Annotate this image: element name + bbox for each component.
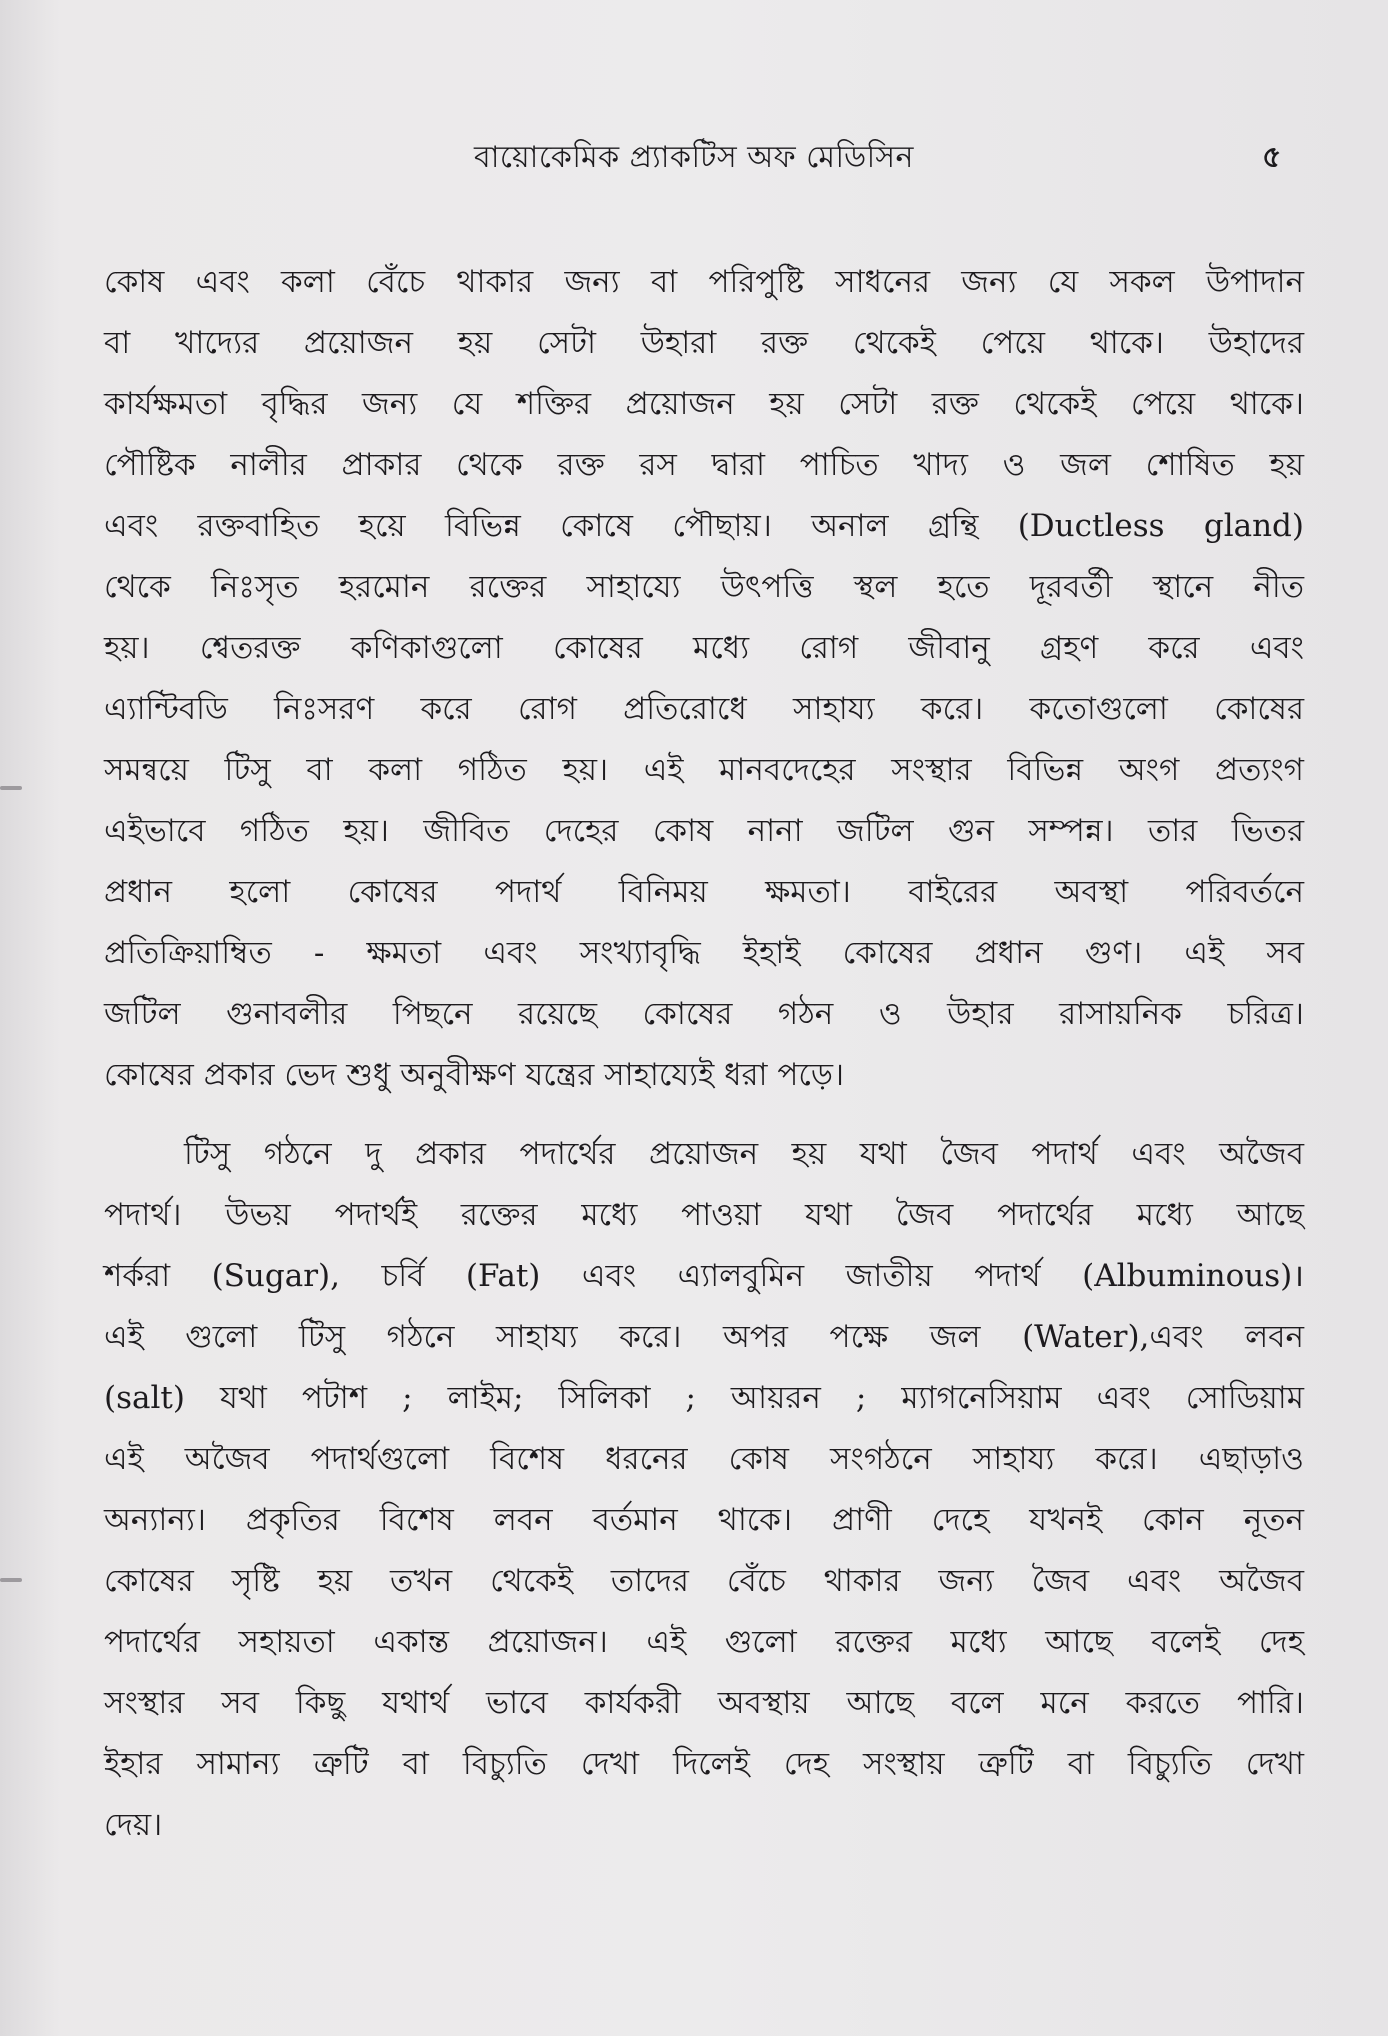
margin-mark — [0, 1578, 22, 1582]
text-line: সমন্বয়ে টিসু বা কলা গঠিত হয়। এই মানবদেহের সংস্থার বিভিন্ন অংগ প্রত্যংগ — [104, 752, 1304, 788]
paragraph-1 — [104, 252, 1304, 1106]
text-line: প্রতিক্রিয়াম্বিত - ক্ষমতা এবং সংখ্যাবৃদ্ধি ইহাই কোষের প্রধান গুণ। এই সব — [104, 935, 1304, 971]
text-line: ইহার সামান্য ত্রুটি বা বিচ্যুতি দেখা দিলেই দেহ সংস্থায় ত্রুটি বা বিচ্যুতি দেখা — [104, 1746, 1304, 1782]
text-line: পদার্থের সহায়তা একান্ত প্রয়োজন। এই গুলো রক্তের মধ্যে আছে বলেই দেহ — [104, 1624, 1304, 1660]
text-line: জটিল গুনাবলীর পিছনে রয়েছে কোষের গঠন ও উহার রাসায়নিক চরিত্র। — [104, 996, 1304, 1032]
text-line: টিসু গঠনে দু প্রকার পদার্থের প্রয়োজন হয় যথা জৈব পদার্থ এবং অজৈব — [184, 1136, 1304, 1172]
text-line: থেকে নিঃসৃত হরমোন রক্তের সাহায্যে উৎপত্তি স্থল হতে দূরবর্তী স্থানে নীত — [104, 569, 1304, 605]
text-line: অন্যান্য। প্রকৃতির বিশেষ লবন বর্তমান থাকে। প্রাণী দেহে যখনই কোন নূতন — [104, 1502, 1304, 1538]
running-head — [0, 128, 1388, 188]
text-line: এই গুলো টিসু গঠনে সাহায্য করে। অপর পক্ষে জল (Water),এবং লবন — [104, 1319, 1304, 1355]
text-line: এ্যান্টিবডি নিঃসরণ করে রোগ প্রতিরোধে সাহায্য করে। কতোগুলো কোষের — [104, 691, 1304, 727]
text-line: দেয়। — [104, 1807, 163, 1843]
text-line: শর্করা (Sugar), চর্বি (Fat) এবং এ্যালবুমিন জাতীয় পদার্থ (Albuminous)। — [104, 1258, 1304, 1294]
text-line: হয়। শ্বেতরক্ত কণিকাগুলো কোষের মধ্যে রোগ জীবানু গ্রহণ করে এবং — [104, 630, 1304, 666]
margin-mark — [0, 786, 22, 790]
text-line: পৌষ্টিক নালীর প্রাকার থেকে রক্ত রস দ্বারা পাচিত খাদ্য ও জল শোষিত হয় — [104, 447, 1304, 483]
paragraph-gap — [104, 1106, 1304, 1124]
text-line: সংস্থার সব কিছু যথার্থ ভাবে কার্যকরী অবস্থায় আছে বলে মনে করতে পারি। — [104, 1685, 1304, 1721]
text-line: (salt) যথা পটাশ ; লাইম; সিলিকা ; আয়রন ; ম্যাগনেসিয়াম এবং সোডিয়াম — [104, 1380, 1304, 1416]
text-line: বা খাদ্যের প্রয়োজন হয় সেটা উহারা রক্ত থেকেই পেয়ে থাকে। উহাদের — [104, 325, 1304, 361]
paragraph-2 — [104, 1124, 1304, 1856]
text-line: এইভাবে গঠিত হয়। জীবিত দেহের কোষ নানা জটিল গুন সম্পন্ন। তার ভিতর — [104, 813, 1304, 849]
text-line: কোষ এবং কলা বেঁচে থাকার জন্য বা পরিপুষ্টি সাধনের জন্য যে সকল উপাদান — [104, 264, 1304, 300]
text-line: কার্যক্ষমতা বৃদ্ধির জন্য যে শক্তির প্রয়োজন হয় সেটা রক্ত থেকেই পেয়ে থাকে। — [104, 386, 1304, 422]
body-text — [104, 252, 1304, 1856]
text-line: পদার্থ। উভয় পদার্থই রক্তের মধ্যে পাওয়া যথা জৈব পদার্থের মধ্যে আছে — [104, 1197, 1304, 1233]
text-line: প্রধান হলো কোষের পদার্থ বিনিময় ক্ষমতা। বাইরের অবস্থা পরিবর্তনে — [104, 874, 1304, 910]
text-line: কোষের প্রকার ভেদ শুধু অনুবীক্ষণ যন্ত্রের সাহায্যেই ধরা পড়ে। — [104, 1057, 845, 1093]
running-title: বায়োকেমিক প্র্যাকটিস অফ মেডিসিন — [474, 140, 914, 175]
text-line: এবং রক্তবাহিত হয়ে বিভিন্ন কোষে পৌছায়। অনাল গ্রন্থি (Ductless gland) — [104, 508, 1304, 544]
text-line: এই অজৈব পদার্থগুলো বিশেষ ধরনের কোষ সংগঠনে সাহায্য করে। এছাড়াও — [104, 1441, 1304, 1477]
page-number: ৫ — [1262, 140, 1282, 175]
text-line: কোষের সৃষ্টি হয় তখন থেকেই তাদের বেঁচে থাকার জন্য জৈব এবং অজৈব — [104, 1563, 1304, 1599]
